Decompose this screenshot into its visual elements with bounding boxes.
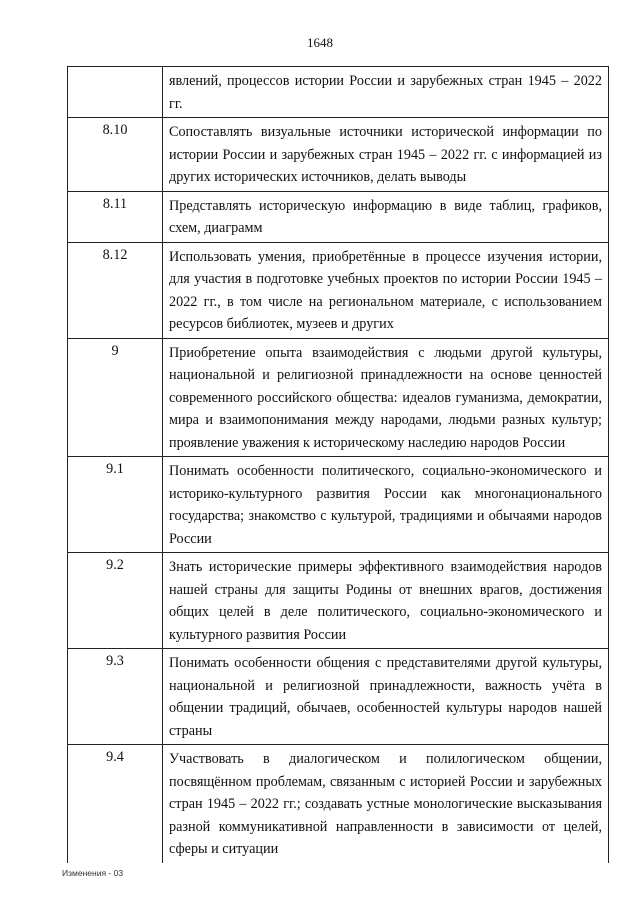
row-number: 8.10	[68, 118, 163, 192]
row-number: 8.11	[68, 191, 163, 242]
row-number: 9.2	[68, 553, 163, 649]
row-number: 9.4	[68, 745, 163, 863]
table-row	[68, 338, 609, 457]
row-text: Использовать умения, приобретённые в процессе изучения истории, для участия в подготовке учебных проектов по истории России 1945 – 2022 гг., в том числе на региональном материале, с использованием ресурсов библиотек, музеев и других	[163, 242, 609, 338]
row-text: Участвовать в диалогическом и полилогическом общении, посвящённом проблемам, связанным с историей России и зарубежных стран 1945 – 2022 гг.; создавать устные монологические высказывания разной коммуникативной направленности в зависимости от целей, сферы и ситуации	[163, 745, 609, 863]
row-text: Приобретение опыта взаимодействия с людьми другой культуры, национальной и религиозной принадлежности на основе ценностей современного российского общества: идеалов гуманизма, демократии, мира и взаимопонимания между народами, людьми разных культур; проявление уважения к историческому наследию народов России	[163, 338, 609, 457]
page-number: 1648	[307, 35, 333, 50]
row-number: 9	[68, 338, 163, 457]
table-row	[68, 745, 609, 863]
footer-note: Изменения - 03	[62, 868, 124, 878]
row-text: Понимать особенности политического, социально-экономического и историко-культурного развития России как многонационального государства; знакомство с культурой, традициями и обычаями народов России	[163, 457, 609, 553]
table-row	[68, 242, 609, 338]
content-table	[67, 66, 609, 863]
row-number: 8.12	[68, 242, 163, 338]
row-text: Понимать особенности общения с представителями другой культуры, национальной и религиозной принадлежности, важность учёта в общении традиций, обычаев, особенностей культуры народов нашей страны	[163, 649, 609, 745]
row-number: 9.3	[68, 649, 163, 745]
table-row	[68, 118, 609, 192]
table-row	[68, 553, 609, 649]
row-text: Сопоставлять визуальные источники исторической информации по истории России и зарубежных стран 1945 – 2022 гг. с информацией из других исторических источников, делать выводы	[163, 118, 609, 192]
content-table-body	[68, 67, 609, 863]
row-text: Знать исторические примеры эффективного взаимодействия народов нашей страны для защиты Родины от внешних врагов, достижения общих целей в деле политического, социально-экономического и культурного развития России	[163, 553, 609, 649]
table-row	[68, 67, 609, 118]
row-number: 9.1	[68, 457, 163, 553]
row-text: явлений, процессов истории России и зарубежных стран 1945 – 2022 гг.	[163, 67, 609, 118]
table-row	[68, 191, 609, 242]
table-row	[68, 457, 609, 553]
table-row	[68, 649, 609, 745]
row-number	[68, 67, 163, 118]
row-text: Представлять историческую информацию в виде таблиц, графиков, схем, диаграмм	[163, 191, 609, 242]
